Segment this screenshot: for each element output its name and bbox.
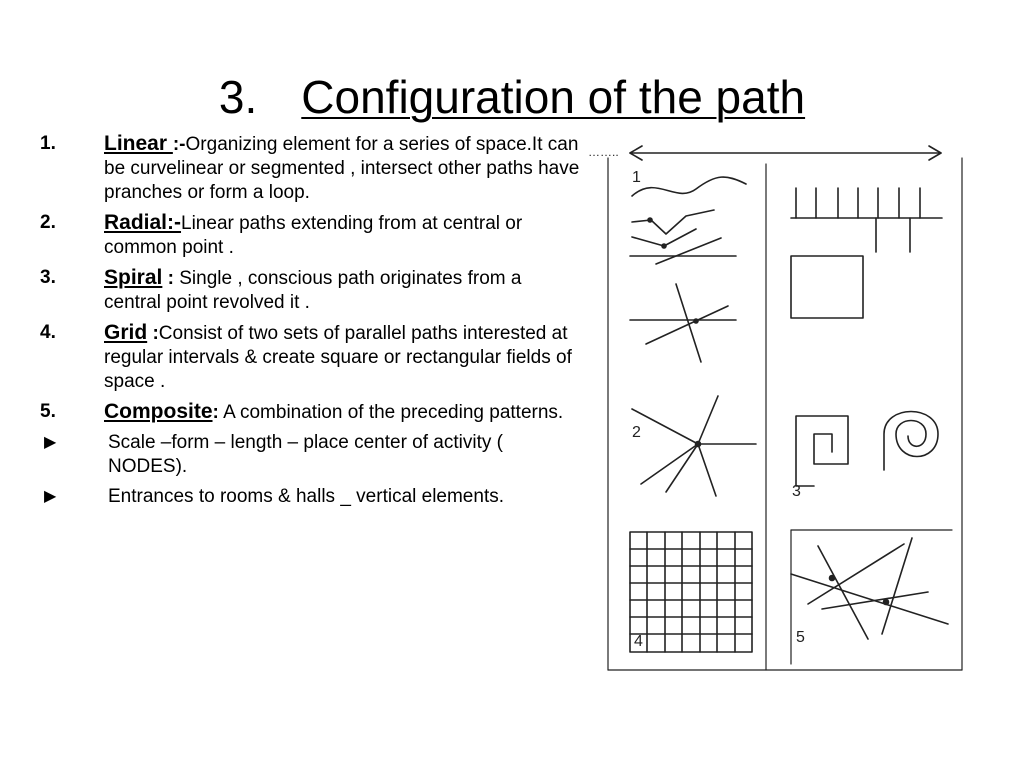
item-separator: : <box>212 402 219 423</box>
path-configuration-figure <box>586 134 966 674</box>
list-item <box>40 266 580 315</box>
list-item <box>40 211 580 260</box>
item-label: Composite <box>104 400 213 423</box>
triangle-bullet-icon: ▶ <box>44 488 57 505</box>
item-text: A combination of the preceding patterns. <box>218 402 564 423</box>
item-label: Linear <box>104 132 173 155</box>
panel-number: 2 <box>632 424 641 441</box>
slide-title <box>0 70 1024 124</box>
list-item <box>40 132 580 205</box>
item-number: 1. <box>40 133 56 154</box>
item-label: Spiral <box>104 266 163 289</box>
composite-paths-drawing <box>791 530 952 664</box>
list-item <box>40 321 580 394</box>
item-number: 5. <box>40 401 56 422</box>
bullet-text: Scale –form – length – place center of activity ( NODES). <box>108 432 503 477</box>
item-text: Linear paths extending from at central or common point . <box>104 213 523 258</box>
bullet-item <box>40 431 580 479</box>
item-number: 4. <box>40 322 56 343</box>
panel-number: 3 <box>792 483 801 500</box>
title-number: 3. <box>218 71 258 123</box>
list-item <box>40 400 580 425</box>
item-separator: : <box>147 323 159 344</box>
content-list <box>40 132 580 515</box>
item-number: 3. <box>40 267 56 288</box>
spiral-paths-drawing <box>796 412 938 487</box>
item-separator: :- <box>172 134 186 155</box>
item-label: Grid <box>104 321 148 344</box>
item-text: Consist of two sets of parallel paths interested at regular intervals & create square or rectangular fields of space . <box>104 323 572 392</box>
item-label: Radial:- <box>104 211 182 234</box>
triangle-bullet-icon: ▶ <box>44 434 57 451</box>
bullet-text: Entrances to rooms & halls _ vertical elements. <box>108 486 505 507</box>
panel-number: 5 <box>796 629 805 646</box>
branching-paths-drawing <box>791 188 942 318</box>
item-separator: : <box>162 268 174 289</box>
item-text: Organizing element for a series of space.It can be curvelinear or segmented , intersect other paths have pranches or form a loop. <box>104 134 580 203</box>
linear-paths-drawing <box>630 177 746 362</box>
bullet-item <box>40 485 580 509</box>
panel-number: 1 <box>632 169 641 186</box>
radial-paths-drawing <box>632 396 756 496</box>
figure-dots: …….. <box>588 145 619 159</box>
double-arrow-icon <box>630 146 941 160</box>
panel-number: 4 <box>634 633 643 650</box>
title-text: Configuration of the path <box>301 71 806 123</box>
item-number: 2. <box>40 212 56 233</box>
grid-paths-drawing <box>630 532 752 652</box>
item-text: Single , conscious path originates from a central point revolved it . <box>104 268 522 313</box>
